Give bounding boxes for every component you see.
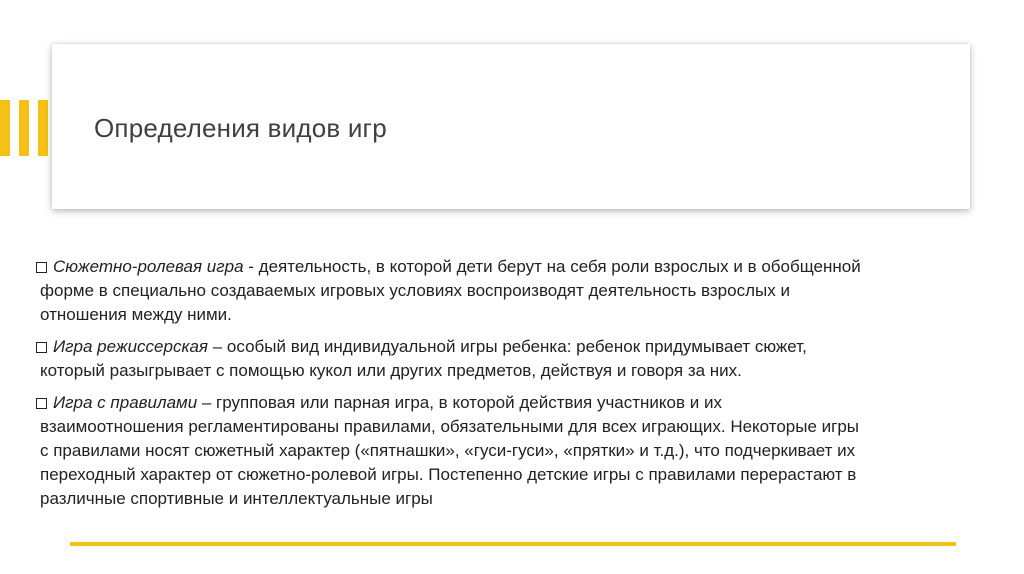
- item-line: который разыгрывает с помощью кукол или других предметов, действуя и говоря за них.: [40, 361, 742, 380]
- item-line: форме в специально создаваемых игровых условиях воспроизводят деятельность взрослых и: [40, 281, 790, 300]
- accent-bars: [0, 100, 48, 156]
- item-text: – групповая или парная игра, в которой действия участников и их: [197, 393, 722, 412]
- item-line: различные спортивные и интеллектуальные игры: [40, 489, 433, 508]
- checkbox-icon: [36, 262, 47, 273]
- item-first-line: [36, 391, 996, 415]
- item-line: с правилами носят сюжетный характер («пятнашки», «гуси-гуси», «прятки» и т.д.), что подчеркивает их: [40, 441, 856, 460]
- item-line: взаимоотношения регламентированы правилами, обязательными для всех играющих. Некоторые игры: [40, 417, 860, 436]
- checkbox-icon: [36, 398, 47, 409]
- item-term: Игра режиссерская: [53, 337, 209, 356]
- item-text: - деятельность, в которой дети берут на себя роли взрослых и в обобщенной: [243, 257, 861, 276]
- list-item: [36, 391, 996, 511]
- accent-bar: [38, 100, 48, 156]
- slide-title: Определения видов игр: [94, 113, 387, 143]
- title-card: [52, 44, 970, 209]
- item-first-line: [36, 255, 996, 279]
- item-text: – особый вид индивидуальной игры ребенка: ребенок придумывает сюжет,: [208, 337, 807, 356]
- accent-bar: [19, 100, 29, 156]
- list-item: [36, 255, 996, 327]
- definitions-list: [36, 255, 996, 519]
- item-term: Игра с правилами: [53, 393, 198, 412]
- list-item: [36, 335, 996, 383]
- checkbox-icon: [36, 342, 47, 353]
- item-first-line: [36, 335, 996, 359]
- bottom-divider: [70, 542, 956, 546]
- accent-bar: [0, 100, 10, 156]
- item-line: отношения между ними.: [40, 305, 232, 324]
- item-line: переходный характер от сюжетно-ролевой игры. Постепенно детские игры с правилами перерастают в: [40, 465, 857, 484]
- item-term: Сюжетно-ролевая игра: [53, 257, 244, 276]
